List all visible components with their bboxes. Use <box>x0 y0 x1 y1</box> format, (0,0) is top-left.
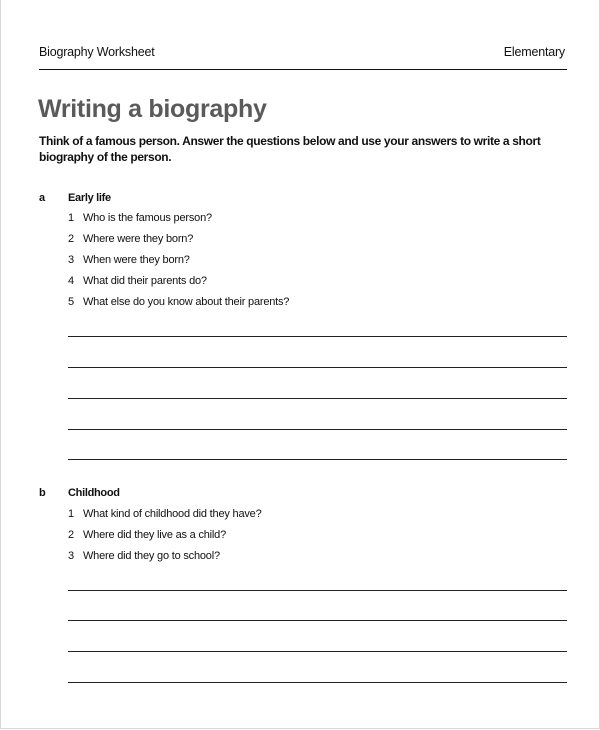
intro-line-2: biography of the person. <box>39 150 172 164</box>
question-text: Where did they go to school? <box>83 550 220 562</box>
answer-line[interactable] <box>68 336 567 337</box>
question-text: Who is the famous person? <box>83 212 212 224</box>
header-title: Biography Worksheet <box>39 45 155 59</box>
question-number: 5 <box>68 296 75 308</box>
question-number: 3 <box>68 550 75 562</box>
answer-line[interactable] <box>68 590 567 591</box>
answer-line[interactable] <box>68 620 567 621</box>
intro-line-1: Think of a famous person. Answer the questions below and use your answers to write a short <box>39 134 541 148</box>
header-rule <box>39 69 567 70</box>
question-number: 1 <box>68 508 75 520</box>
question-number: 4 <box>68 275 75 287</box>
question-number: 2 <box>68 233 75 245</box>
question-number: 1 <box>68 212 75 224</box>
question-text: What kind of childhood did they have? <box>83 508 262 520</box>
question-text: When were they born? <box>83 254 190 266</box>
question-text: Where did they live as a child? <box>83 529 226 541</box>
page-title: Writing a biography <box>38 95 267 123</box>
section-a-title: Early life <box>68 192 111 204</box>
question-text: Where were they born? <box>83 233 194 245</box>
answer-line[interactable] <box>68 682 567 683</box>
section-a-letter: a <box>39 192 46 204</box>
answer-line[interactable] <box>68 398 567 399</box>
question-text: What did their parents do? <box>83 275 207 287</box>
question-text: What else do you know about their parents? <box>83 296 290 308</box>
answer-line[interactable] <box>68 651 567 652</box>
answer-line[interactable] <box>68 367 567 368</box>
answer-line[interactable] <box>68 459 567 460</box>
answer-line[interactable] <box>68 429 567 430</box>
question-number: 2 <box>68 529 75 541</box>
question-number: 3 <box>68 254 75 266</box>
section-b-letter: b <box>39 487 46 499</box>
section-b-title: Childhood <box>68 487 120 499</box>
header-level: Elementary <box>503 45 565 59</box>
